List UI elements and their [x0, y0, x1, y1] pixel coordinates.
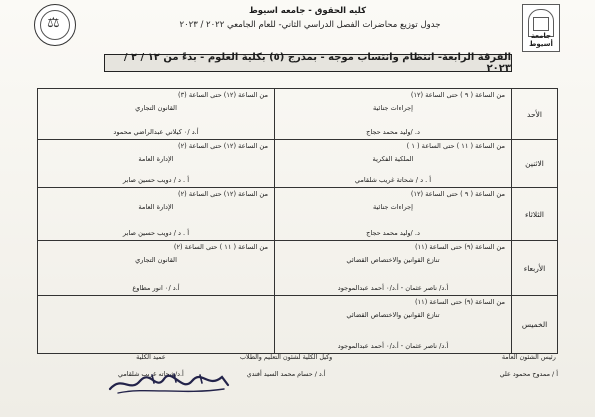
slot-time: من الساعة ( ١١ ) حتى الساعة ( ١ )	[406, 142, 505, 150]
slot-time: من الساعة ( ٩ ) حتى الساعة (١٢)	[410, 190, 505, 198]
vice-dean-title: وكيل الكلية لشئون التعليم والطلاب	[240, 353, 333, 361]
day-label: الخميس	[512, 296, 558, 354]
class-title: الفرقة الرابعة- انتظام وانتساب موجه - بمدرج (٥) بكلية العلوم - بدءً من ١٢ / ٢ / ٢٠٢٣	[104, 54, 512, 72]
logo-caption: جامعة أسيوط	[529, 32, 553, 48]
slot-time: من الساعة (١٢) حتى الساعة (٣)	[178, 91, 268, 99]
dean-handwritten-signature	[104, 369, 234, 397]
lecture-slot	[275, 140, 512, 188]
slot-subject: إجراءات جنائية	[372, 203, 414, 211]
lecture-slot	[38, 241, 275, 296]
registrar-name: أ / ممدوح محمود علي	[499, 370, 558, 378]
slot-subject: تنازع القوانين والاختصاص القضائي	[346, 256, 440, 264]
slot-instructor: أ . د / شحاتة غريب شلقامي	[354, 176, 432, 185]
slot-subject: الإدارة العامة	[138, 155, 174, 163]
slot-instructor: أ.د/ ناصر عثمان - أ.د/٠ أحمد عبدالموجود	[337, 342, 449, 351]
faculty-of-law-logo	[34, 4, 76, 46]
document-subtitle: جدول توزيع محاضرات الفصل الدراسي الثاني- للعام الجامعي ٢٠٢٢ / ٢٠٢٣	[179, 20, 441, 30]
day-label: الثلاثاء	[512, 188, 558, 241]
vice-dean-name: أ.د / حسام محمد السيد أفندي	[246, 370, 326, 378]
slot-subject: الإدارة العامة	[138, 203, 174, 211]
slot-time: من الساعة ( ٩ ) حتى الساعة (١٢)	[410, 91, 505, 99]
table-row	[38, 296, 558, 354]
day-label: الأحد	[512, 89, 558, 140]
slot-instructor: أ . د / دويب حسين صابر	[122, 176, 190, 185]
lecture-slot	[275, 241, 512, 296]
dean-name: أ.د/شحاته غريب شلقامي	[118, 370, 184, 378]
slot-time: من الساعة (١٢) حتى الساعة (٢)	[178, 190, 268, 198]
day-label: الاثنين	[512, 140, 558, 188]
slot-time: من الساعة ( ١١ ) حتى الساعة (٢)	[173, 243, 268, 251]
slot-instructor: أ.د /٠ انور مطاوع	[132, 284, 180, 293]
slot-subject: تنازع القوانين والاختصاص القضائي	[346, 311, 440, 319]
lecture-slot	[275, 296, 512, 354]
slot-time: من الساعة (١٢) حتى الساعة (٢)	[178, 142, 268, 150]
logo-book-icon	[533, 17, 549, 31]
lecture-slot	[275, 89, 512, 140]
lecture-slot	[38, 188, 275, 241]
faculty-name: كليه الحقوق - جامعه اسيوط	[248, 6, 367, 16]
table-row	[38, 89, 558, 140]
day-label: الأربعاء	[512, 241, 558, 296]
table-row	[38, 140, 558, 188]
slot-instructor: د. /وليد محمد حجاج	[366, 128, 420, 137]
slot-instructor: د. /وليد محمد حجاج	[366, 229, 420, 238]
table-row	[38, 241, 558, 296]
registrar-title: رئيس الشئون العامة	[501, 353, 556, 361]
slot-time: من الساعة (٩) حتى الساعة (١١)	[415, 243, 505, 251]
lecture-slot	[275, 188, 512, 241]
table-row	[38, 188, 558, 241]
slot-subject: إجراءات جنائية	[372, 104, 414, 112]
scales-of-justice-icon: ⚖	[47, 15, 60, 31]
slot-instructor: أ.د/ ناصر عثمان - أ.د/٠ أحمد عبدالموجود	[337, 284, 449, 293]
vice-dean-signature-block	[240, 353, 332, 378]
schedule-table	[37, 88, 558, 354]
slot-instructor: أ.د /٠ كيلاني عبدالراضي محمود	[113, 128, 199, 137]
slot-instructor: أ . د / دويب حسين صابر	[122, 229, 190, 238]
slot-time: من الساعة (٩) حتى الساعة (١١)	[415, 298, 505, 306]
slot-subject: القانون التجاري	[135, 104, 177, 112]
dean-title: عميد الكلية	[136, 353, 166, 361]
slot-subject: القانون التجاري	[135, 256, 177, 264]
lecture-slot-empty	[38, 296, 275, 354]
lecture-slot	[38, 89, 275, 140]
registrar-signature-block	[500, 353, 558, 378]
lecture-slot	[38, 140, 275, 188]
assiut-university-logo	[522, 4, 560, 52]
slot-subject: الملكية الفكرية	[372, 155, 414, 163]
